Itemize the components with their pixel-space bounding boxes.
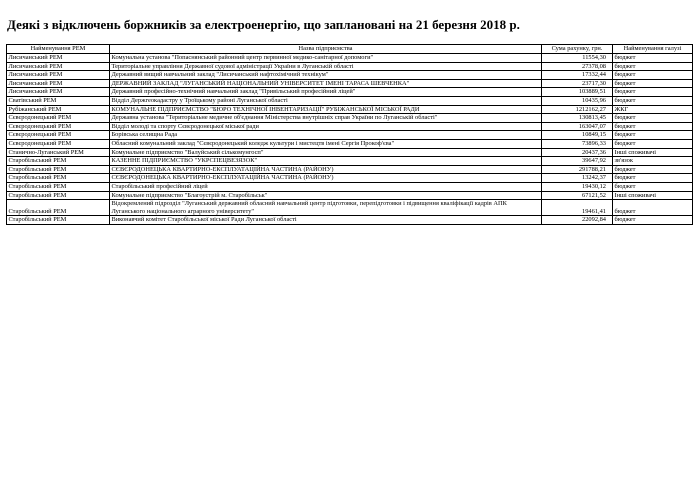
cell-sector: бюджет — [613, 71, 693, 80]
cell-rem: Лисичанський РЕМ — [7, 62, 110, 71]
cell-enterprise: Борівська селищна Рада — [110, 131, 542, 140]
cell-rem: Рубіжанський РЕМ — [7, 105, 110, 114]
cell-sector: бюджет — [613, 174, 693, 183]
cell-amount: 39647,92 — [542, 157, 613, 166]
cell-sector: бюджет — [613, 54, 693, 63]
table-row — [7, 131, 693, 140]
cell-enterprise: Державний вищий навчальний заклад "Лисичанський нафтохімічний технікум" — [110, 71, 542, 80]
cell-enterprise: Відділ молоді та спорту Сєвєродонецької міської ради — [110, 122, 542, 131]
cell-amount: 27378,08 — [542, 62, 613, 71]
cell-enterprise: КОМУНАЛЬНЕ ПІДПРИЄМСТВО "БЮРО ТЕХНІЧНОЇ ІНВЕНТАРИЗАЦІЇ" РУБІЖАНСЬКОЇ МІСЬКОЇ РАДИ — [110, 105, 542, 114]
cell-sector: бюджет — [613, 216, 693, 225]
table-row — [7, 200, 693, 216]
cell-enterprise: Обласний комунальний заклад "Сєвєродонецький коледж культури і мистецтв імені Сергія Прокоф'єва" — [110, 139, 542, 148]
cell-rem: Сєвєродонецький РЕМ — [7, 114, 110, 123]
table-row — [7, 165, 693, 174]
cell-amount: 20437,36 — [542, 148, 613, 157]
cell-sector: бюджет — [613, 122, 693, 131]
table-row — [7, 191, 693, 200]
cell-sector: бюджет — [613, 139, 693, 148]
cell-enterprise: Державна установа "Територіальне медичне об'єднання Міністерства внутрішніх справ України по Луганській області" — [110, 114, 542, 123]
cell-amount: 73896,33 — [542, 139, 613, 148]
cell-amount: 10849,15 — [542, 131, 613, 140]
cell-sector: бюджет — [613, 165, 693, 174]
table-row — [7, 71, 693, 80]
header-rem: Найменування РЕМ — [7, 45, 110, 54]
table-row — [7, 114, 693, 123]
cell-enterprise: Державний професійно-технічний навчальний заклад "Привільський професійний ліцей" — [110, 88, 542, 97]
table-row — [7, 62, 693, 71]
cell-rem: Сватівський РЕМ — [7, 96, 110, 105]
table-row — [7, 216, 693, 225]
cell-amount: 22092,84 — [542, 216, 613, 225]
cell-enterprise: СЄВЄРОДОНЕЦЬКА КВАРТИРНО-ЕКСПЛУАТАЦІЙНА ЧАСТИНА (РАЙОНУ) — [110, 174, 542, 183]
cell-amount: 291788,21 — [542, 165, 613, 174]
cell-amount: 11554,30 — [542, 54, 613, 63]
table-row — [7, 105, 693, 114]
table-row — [7, 122, 693, 131]
header-amount: Сума рахунку, грн. — [542, 45, 613, 54]
cell-sector: бюджет — [613, 79, 693, 88]
cell-amount: 130813,45 — [542, 114, 613, 123]
cell-rem: Старобільський РЕМ — [7, 216, 110, 225]
table-row — [7, 54, 693, 63]
cell-sector: бюджет — [613, 96, 693, 105]
cell-amount: 103889,51 — [542, 88, 613, 97]
header-sector: Найменування галузі — [613, 45, 693, 54]
cell-amount: 163047,07 — [542, 122, 613, 131]
table-row — [7, 88, 693, 97]
cell-amount: 17332,44 — [542, 71, 613, 80]
cell-amount: 19461,41 — [542, 200, 613, 216]
table-row — [7, 96, 693, 105]
header-enterprise: Назва підприємства — [110, 45, 542, 54]
cell-rem: Старобільський РЕМ — [7, 165, 110, 174]
cell-rem: Старобільський РЕМ — [7, 191, 110, 200]
cell-amount: 19430,12 — [542, 182, 613, 191]
cell-amount: 10435,96 — [542, 96, 613, 105]
cell-enterprise: СЄВЄРОДОНЕЦЬКА КВАРТИРНО-ЕКСПЛУАТАЦІЙНА ЧАСТИНА (РАЙОНУ) — [110, 165, 542, 174]
cell-amount: 13242,37 — [542, 174, 613, 183]
table-row — [7, 139, 693, 148]
cell-rem: Старобільський РЕМ — [7, 157, 110, 166]
table-row — [7, 148, 693, 157]
table-header-row — [7, 45, 693, 54]
cell-rem: Лисичанський РЕМ — [7, 54, 110, 63]
table-body — [7, 54, 693, 225]
cell-enterprise: Відокремлений підрозділ "Луганський державний обласний навчальний центр підготовки, перепідготовки і підвищення кваліфікації кадрів АПК Луганського національного аграрного університету" — [110, 200, 542, 216]
cell-rem: Лисичанський РЕМ — [7, 88, 110, 97]
cell-rem: Старобільський РЕМ — [7, 200, 110, 216]
cell-sector: бюджет — [613, 182, 693, 191]
cell-enterprise: ДЕРЖАВНИЙ ЗАКЛАД "ЛУГАНСЬКИЙ НАЦІОНАЛЬНИЙ УНІВЕРСИТЕТ ІМЕНІ ТАРАСА ШЕВЧЕНКА" — [110, 79, 542, 88]
cell-sector: бюджет — [613, 131, 693, 140]
cell-rem: Лисичанський РЕМ — [7, 71, 110, 80]
cell-enterprise: Комунальна установа "Попаснянський районний центр первинної медико-санітарної допомоги" — [110, 54, 542, 63]
cell-enterprise: Комунальне підприємство "Валуйський сількомунгосп" — [110, 148, 542, 157]
cell-sector: зв'язок — [613, 157, 693, 166]
cell-enterprise: Територіальне управління Державної судової адміністрації України в Луганській області — [110, 62, 542, 71]
cell-enterprise: Відділ Держгеокадастру у Троїцькому районі Луганської області — [110, 96, 542, 105]
cell-sector: бюджет — [613, 200, 693, 216]
cell-sector: ЖКГ — [613, 105, 693, 114]
debtors-table — [6, 44, 693, 225]
cell-enterprise: Старобільський професійний ліцей — [110, 182, 542, 191]
cell-rem: Сєвєродонецький РЕМ — [7, 139, 110, 148]
document-title: Деякі з відключень боржників за електроенергію, що заплановані на 21 березня 2018 р. — [7, 17, 520, 32]
cell-sector: бюджет — [613, 114, 693, 123]
cell-enterprise: Виконавчий комітет Старобільської міської Ради Луганської області — [110, 216, 542, 225]
cell-enterprise: Комунальне підприємство "Благоустрій м. Старобільськ" — [110, 191, 542, 200]
cell-enterprise: КАЗЕННЕ ПІДПРИЄМСТВО "УКРСПЕЦВЕЗЯЗОК" — [110, 157, 542, 166]
cell-sector: Інші споживачі — [613, 191, 693, 200]
cell-rem: Старобільський РЕМ — [7, 182, 110, 191]
cell-sector: бюджет — [613, 88, 693, 97]
table-row — [7, 174, 693, 183]
cell-sector: Інші споживачі — [613, 148, 693, 157]
cell-amount: 67121,52 — [542, 191, 613, 200]
cell-amount: 1212162,27 — [542, 105, 613, 114]
table-row — [7, 79, 693, 88]
cell-rem: Станично-Луганський РЕМ — [7, 148, 110, 157]
cell-sector: бюджет — [613, 62, 693, 71]
cell-rem: Старобільський РЕМ — [7, 174, 110, 183]
table-row — [7, 157, 693, 166]
cell-rem: Лисичанський РЕМ — [7, 79, 110, 88]
cell-rem: Сєвєродонецький РЕМ — [7, 122, 110, 131]
table-row — [7, 182, 693, 191]
cell-rem: Сєвєродонецький РЕМ — [7, 131, 110, 140]
cell-amount: 23717,30 — [542, 79, 613, 88]
